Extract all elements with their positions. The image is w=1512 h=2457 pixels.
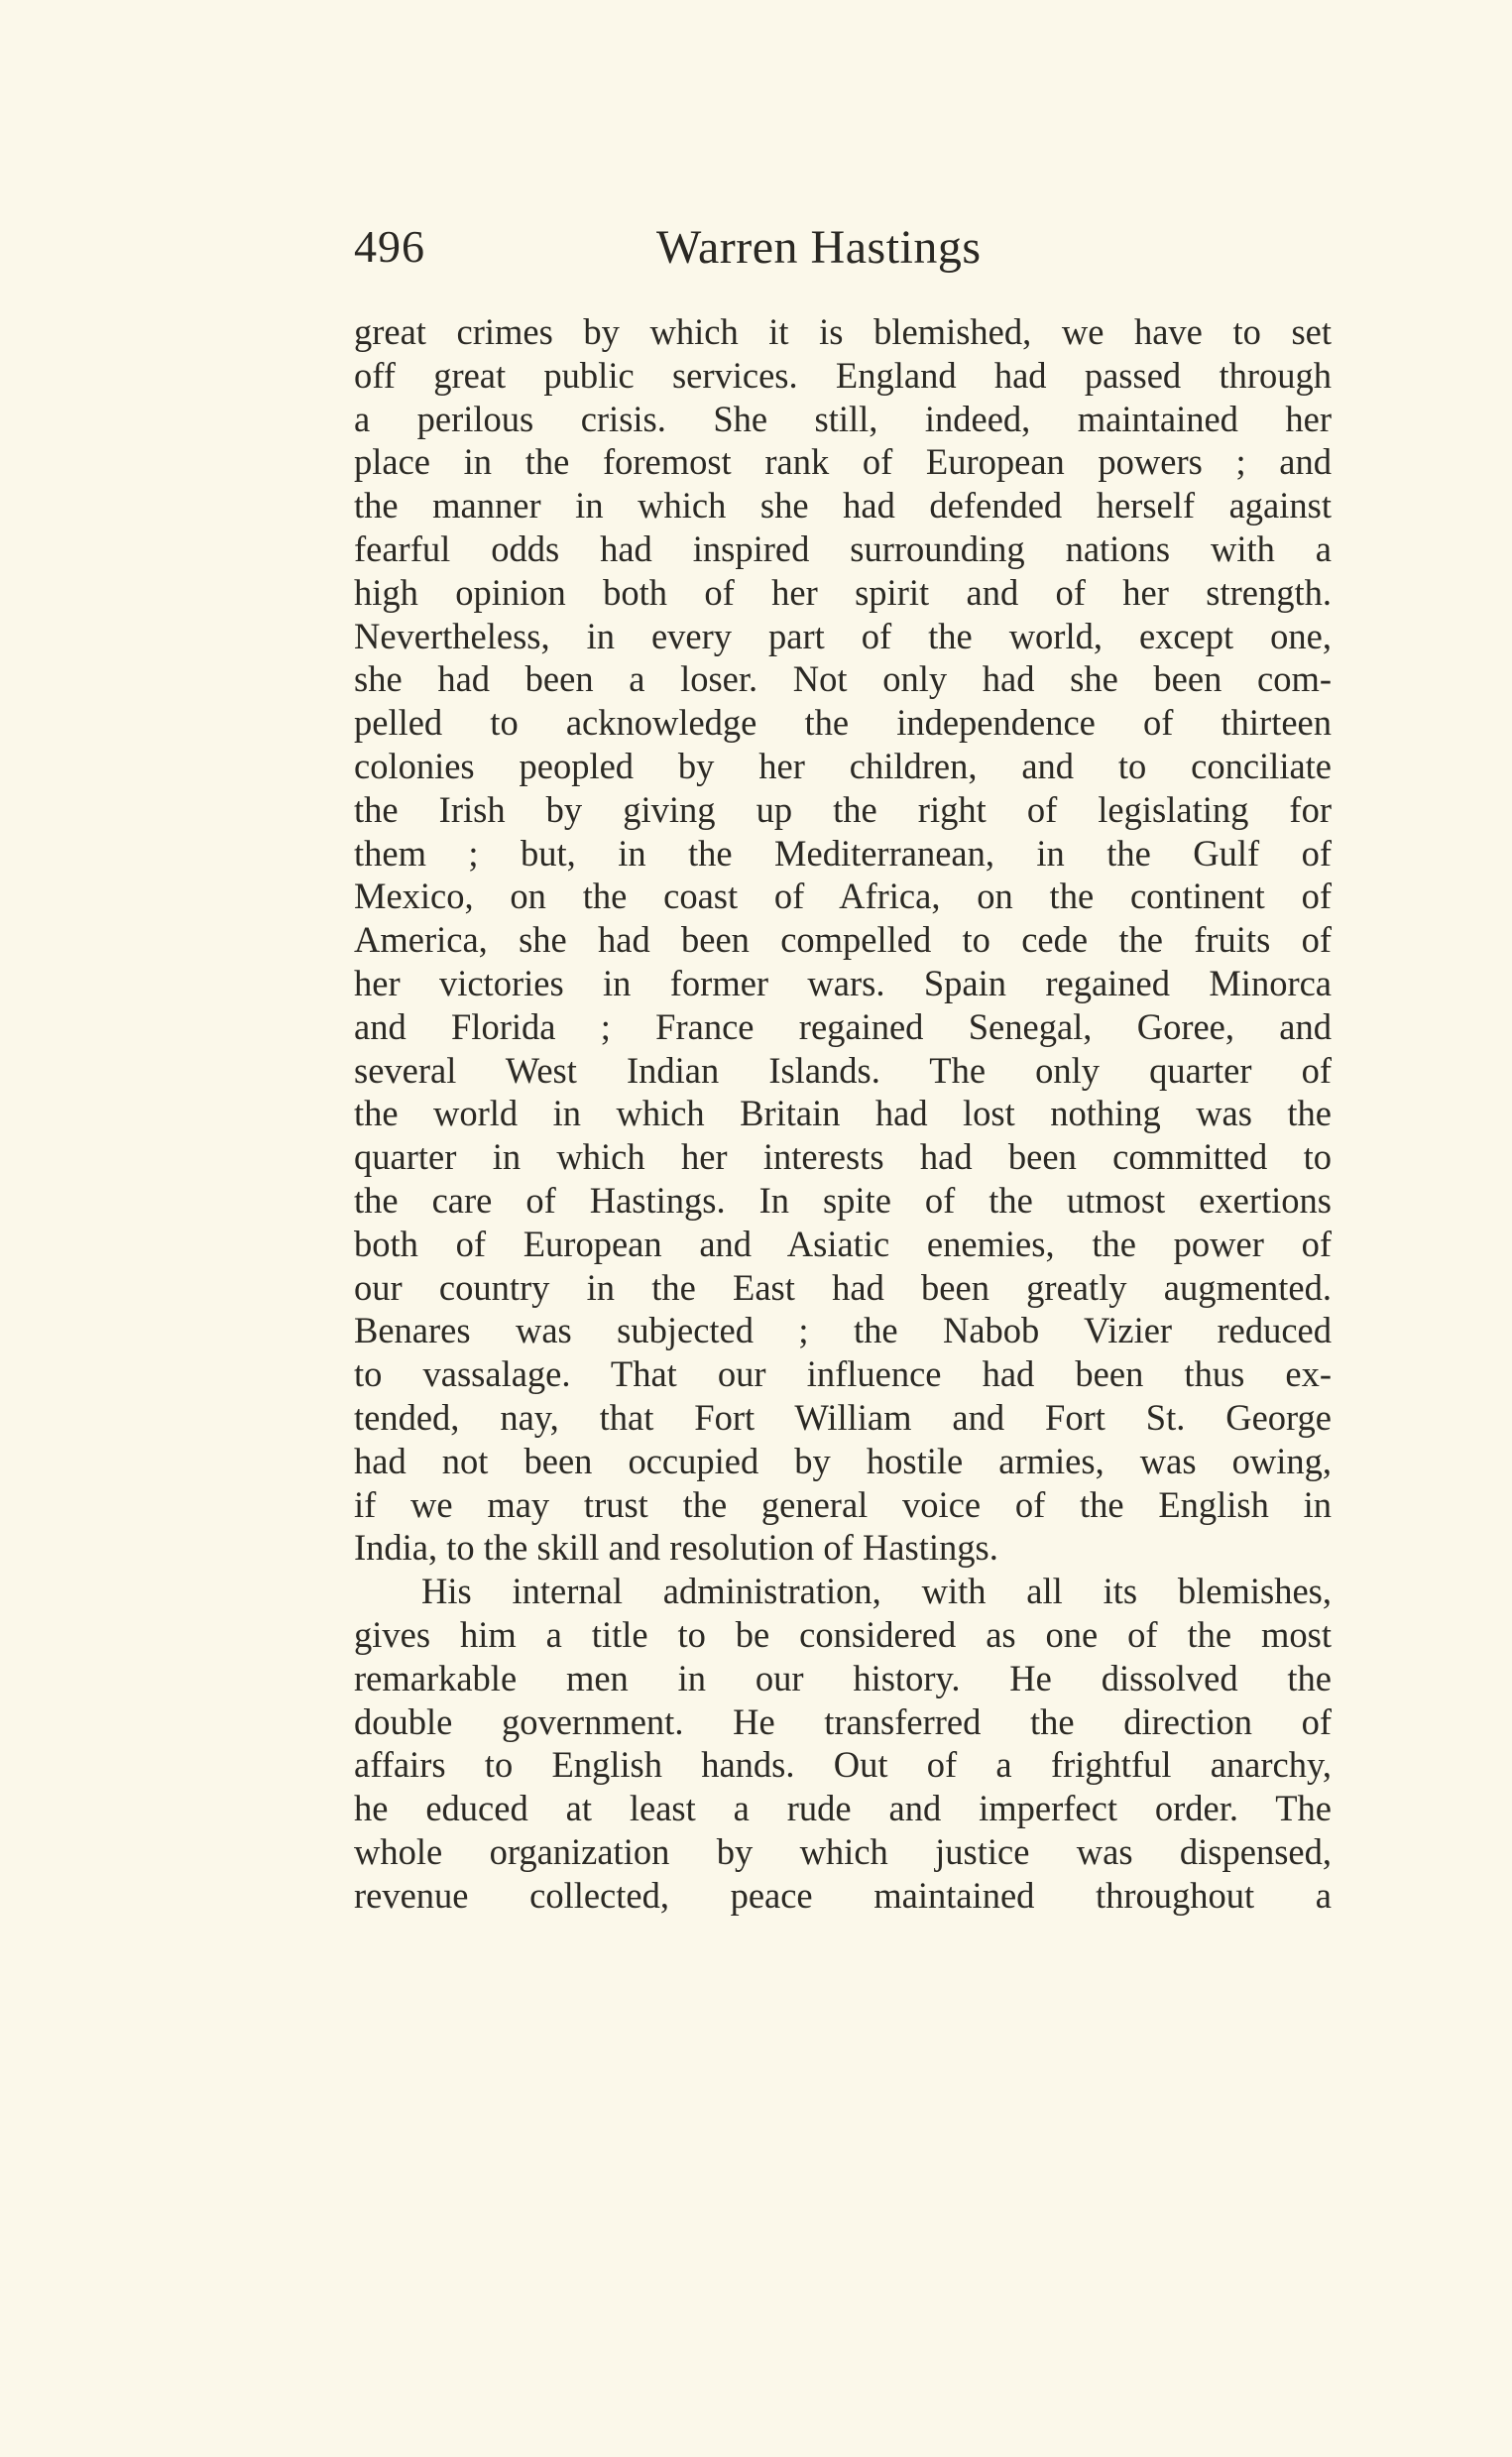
- page-number: 496: [354, 221, 425, 272]
- text-line: Nevertheless, in every part of the world, except one,: [354, 615, 1332, 656]
- body-text: [354, 310, 1332, 1917]
- text-line: affairs to English hands. Out of a frightful anarchy,: [354, 1744, 1332, 1786]
- text-line: her victories in former wars. Spain regained Minorca: [354, 962, 1332, 1003]
- text-line: tended, nay, that Fort William and Fort St. George: [354, 1396, 1332, 1438]
- text-line: high opinion both of her spirit and of her strength.: [354, 571, 1332, 613]
- text-line-paragraph-start: His internal administration, with all its blemishes,: [421, 1571, 1332, 1612]
- text-line: our country in the East had been greatly augmented.: [354, 1266, 1332, 1308]
- text-line: had not been occupied by hostile armies, was owing,: [354, 1440, 1332, 1481]
- text-line: double government. He transferred the direction of: [354, 1700, 1332, 1742]
- text-line: revenue collected, peace maintained throughout a: [354, 1874, 1332, 1916]
- text-line: he educed at least a rude and imperfect order. The: [354, 1788, 1332, 1829]
- text-line: if we may trust the general voice of the English in: [354, 1483, 1332, 1525]
- running-title: Warren Hastings: [656, 221, 982, 274]
- text-line: Benares was subjected ; the Nabob Vizier reduced: [354, 1310, 1332, 1351]
- text-line: quarter in which her interests had been committed to: [354, 1136, 1332, 1178]
- text-line: the care of Hastings. In spite of the utmost exertions: [354, 1179, 1332, 1221]
- text-line: several West Indian Islands. The only quarter of: [354, 1049, 1332, 1091]
- text-line: the manner in which she had defended herself against: [354, 485, 1332, 526]
- text-line: whole organization by which justice was dispensed,: [354, 1830, 1332, 1872]
- text-line: Mexico, on the coast of Africa, on the continent of: [354, 876, 1332, 917]
- text-line: the Irish by giving up the right of legislating for: [354, 788, 1332, 830]
- text-line: America, she had been compelled to cede the fruits of: [354, 919, 1332, 961]
- text-line: fearful odds had inspired surrounding nations with a: [354, 527, 1332, 569]
- text-line: the world in which Britain had lost nothing was the: [354, 1093, 1332, 1134]
- text-line: great crimes by which it is blemished, we have to set: [354, 311, 1332, 352]
- text-line: gives him a title to be considered as one of the most: [354, 1613, 1332, 1655]
- text-line: both of European and Asiatic enemies, the power of: [354, 1223, 1332, 1264]
- text-line-paragraph-end: India, to the skill and resolution of Hastings.: [354, 1527, 998, 1569]
- page-header: [354, 220, 1336, 290]
- text-line: off great public services. England had passed through: [354, 354, 1332, 396]
- text-line: she had been a loser. Not only had she been com-: [354, 658, 1332, 700]
- text-line: to vassalage. That our influence had been thus ex-: [354, 1353, 1332, 1395]
- text-line: place in the foremost rank of European powers ; and: [354, 441, 1332, 483]
- text-line: remarkable men in our history. He dissolved the: [354, 1657, 1332, 1698]
- text-line: a perilous crisis. She still, indeed, maintained her: [354, 398, 1332, 439]
- text-line: and Florida ; France regained Senegal, Goree, and: [354, 1005, 1332, 1047]
- text-line: them ; but, in the Mediterranean, in the Gulf of: [354, 832, 1332, 874]
- text-line: colonies peopled by her children, and to conciliate: [354, 745, 1332, 786]
- text-line: pelled to acknowledge the independence of thirteen: [354, 702, 1332, 744]
